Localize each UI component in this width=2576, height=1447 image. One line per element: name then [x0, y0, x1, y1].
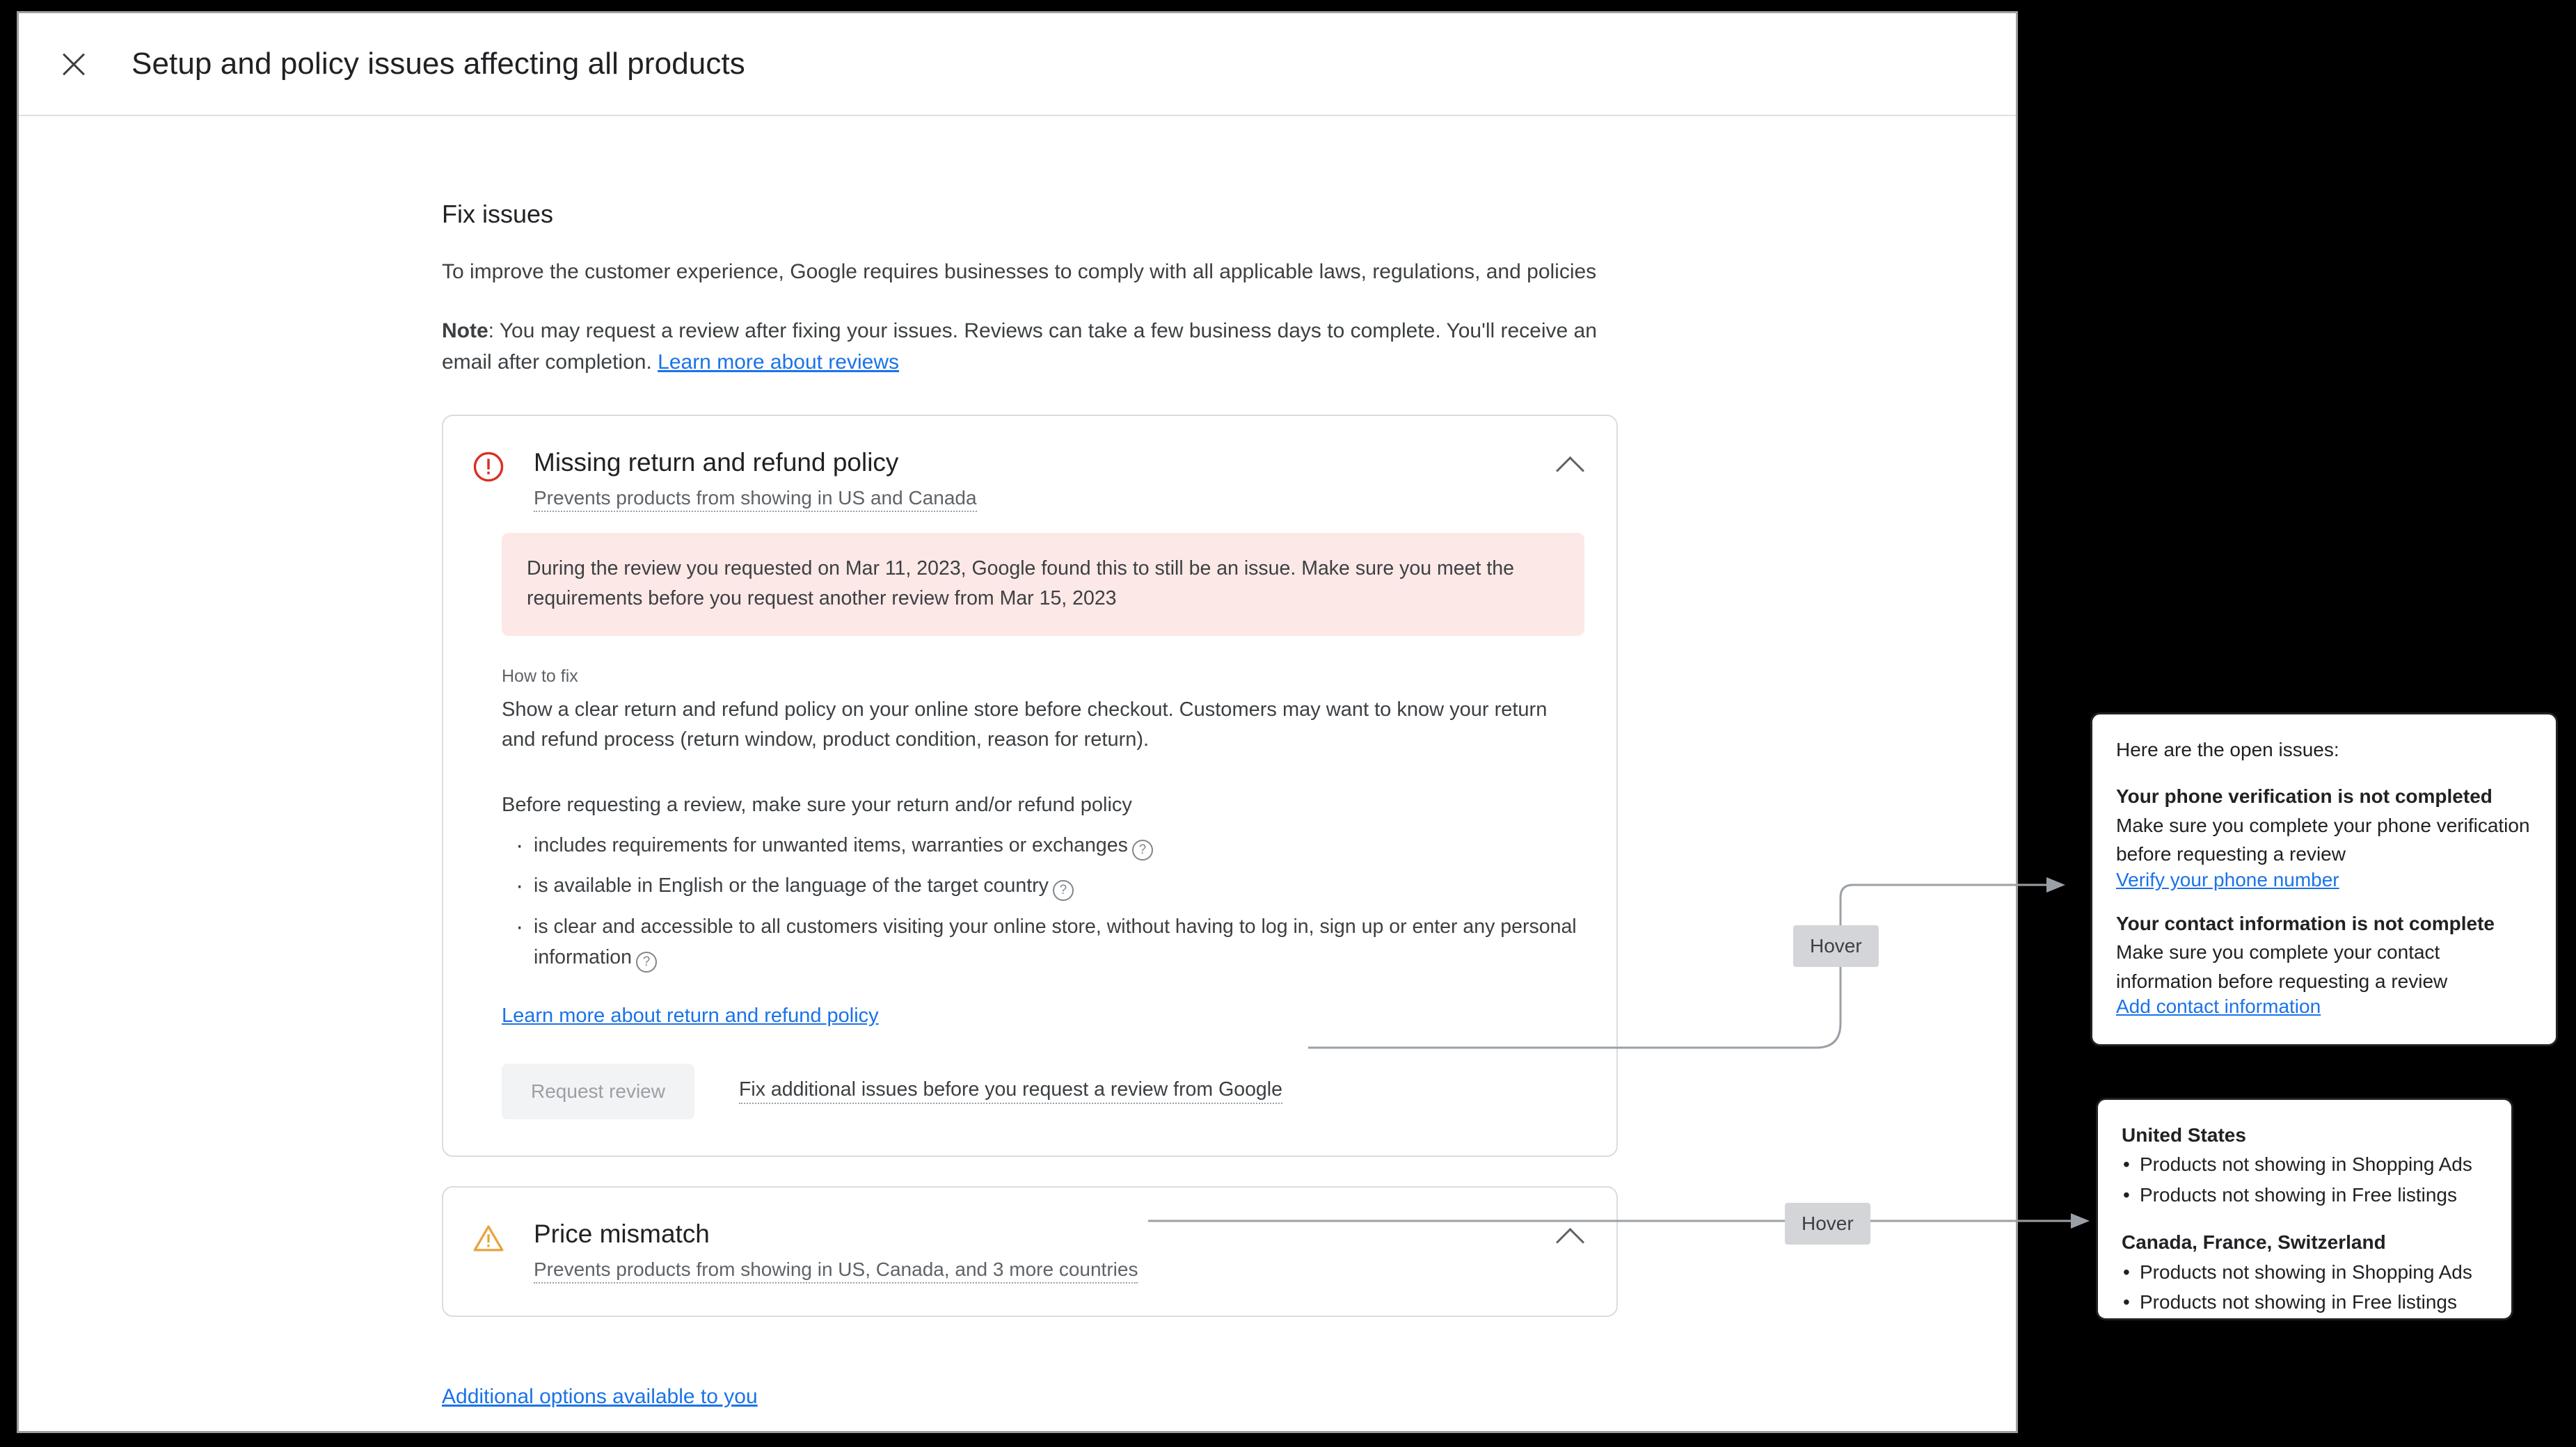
- content-column: [442, 200, 1618, 1409]
- hover-chip-2: Hover: [1785, 1203, 1870, 1245]
- help-icon[interactable]: ?: [1132, 840, 1153, 861]
- issues-dialog: [17, 11, 2018, 1433]
- dialog-header: [19, 13, 2016, 116]
- help-icon[interactable]: ?: [636, 952, 657, 973]
- learn-more-row: [502, 1005, 1584, 1028]
- callout-country-breakdown: [2096, 1098, 2513, 1320]
- error-icon: [472, 451, 504, 483]
- issue-card-head-text: [534, 448, 977, 513]
- requirements-list: [502, 830, 1584, 973]
- list-item: • Products not showing in Shopping Ads: [2122, 1149, 2488, 1179]
- note-text: [442, 315, 1604, 378]
- callout-open-issues: [2090, 712, 2558, 1046]
- issue-title: Price mismatch: [534, 1219, 710, 1248]
- callout-intro: Here are the open issues:: [2116, 739, 2339, 760]
- note-body: : You may request a review after fixing your issues. Reviews can take a few business days to complete. You'll receive an email after completion.: [442, 319, 1597, 374]
- page-title: Setup and policy issues affecting all products: [132, 47, 745, 81]
- chevron-up-icon[interactable]: [1555, 455, 1586, 473]
- chevron-up-icon[interactable]: [1555, 1226, 1586, 1245]
- how-to-fix-text: Show a clear return and refund policy on your online store before checkout. Customers may want to know your return and refund process (return window, product condition, reason for return).: [502, 698, 1548, 751]
- issue-card-header[interactable]: [443, 416, 1616, 534]
- verify-phone-link[interactable]: Verify your phone number: [2116, 868, 2339, 890]
- country-group-heading: United States: [2122, 1124, 2246, 1146]
- section-title: Fix issues: [442, 200, 554, 228]
- issue-card-missing-return-policy: [442, 415, 1618, 1157]
- list-item: • Products not showing in Free listings: [2122, 1287, 2488, 1317]
- country-group-list: [2122, 1257, 2488, 1318]
- requirement-text: includes requirements for unwanted items, warranties or exchanges: [534, 834, 1128, 857]
- list-item: • Products not showing in Free listings: [2122, 1180, 2488, 1210]
- issue-card-head-text: [534, 1220, 1138, 1284]
- note-label: Note: [442, 319, 488, 342]
- fix-additional-issues-note[interactable]: Fix additional issues before you request a review from Google: [739, 1078, 1282, 1104]
- add-contact-info-link[interactable]: Add contact information: [2116, 996, 2321, 1018]
- review-alert-banner: During the review you requested on Mar 11, 2023, Google found this to still be an issue. Make sure you meet the requirements before you request another review from Mar 15, 2023: [502, 533, 1584, 636]
- close-icon[interactable]: [54, 44, 94, 84]
- warning-icon: [472, 1222, 504, 1254]
- list-item: • Products not showing in Shopping Ads: [2122, 1257, 2488, 1287]
- issue-action-row: [502, 1064, 1584, 1156]
- issue-subtitle[interactable]: Prevents products from showing in US, Canada, and 3 more countries: [534, 1258, 1138, 1284]
- learn-more-reviews-link[interactable]: Learn more about reviews: [658, 351, 899, 374]
- request-review-button[interactable]: Request review: [502, 1064, 694, 1119]
- requirement-text: is available in English or the language of the target country: [534, 874, 1049, 897]
- issue-card-price-mismatch: [442, 1186, 1618, 1318]
- callout-body: Make sure you complete your phone verification before requesting a review: [2116, 814, 2530, 865]
- issue-card-header[interactable]: [443, 1188, 1616, 1316]
- issue-subtitle[interactable]: Prevents products from showing in US and Canada: [534, 487, 977, 512]
- requirement-text: is clear and accessible to all customers visiting your online store, without having to log in, sign up or enter any personal information: [534, 915, 1577, 968]
- learn-more-return-policy-link[interactable]: Learn more about return and refund policy: [502, 1004, 879, 1027]
- help-icon[interactable]: ?: [1053, 880, 1074, 901]
- list-item: [510, 830, 1584, 861]
- issue-title: Missing return and refund policy: [534, 447, 899, 477]
- how-to-fix-label: How to fix: [502, 666, 578, 686]
- list-item: [510, 870, 1584, 901]
- country-group-list: [2122, 1149, 2488, 1210]
- intro-text: To improve the customer experience, Google requires businesses to comply with all applicable laws, regulations, and policies: [442, 260, 1597, 283]
- list-item: [510, 911, 1584, 973]
- additional-options-link[interactable]: Additional options available to you: [442, 1385, 758, 1409]
- callout-body: Make sure you complete your contact information before requesting a review: [2116, 941, 2448, 992]
- before-review-text: Before requesting a review, make sure your return and/or refund policy: [502, 793, 1132, 816]
- issue-card-body: [443, 533, 1616, 1156]
- callout-heading: Your phone verification is not completed: [2116, 785, 2492, 808]
- hover-chip-1: Hover: [1793, 925, 1879, 967]
- country-group-heading: Canada, France, Switzerland: [2122, 1231, 2386, 1254]
- callout-heading: Your contact information is not complete: [2116, 912, 2495, 934]
